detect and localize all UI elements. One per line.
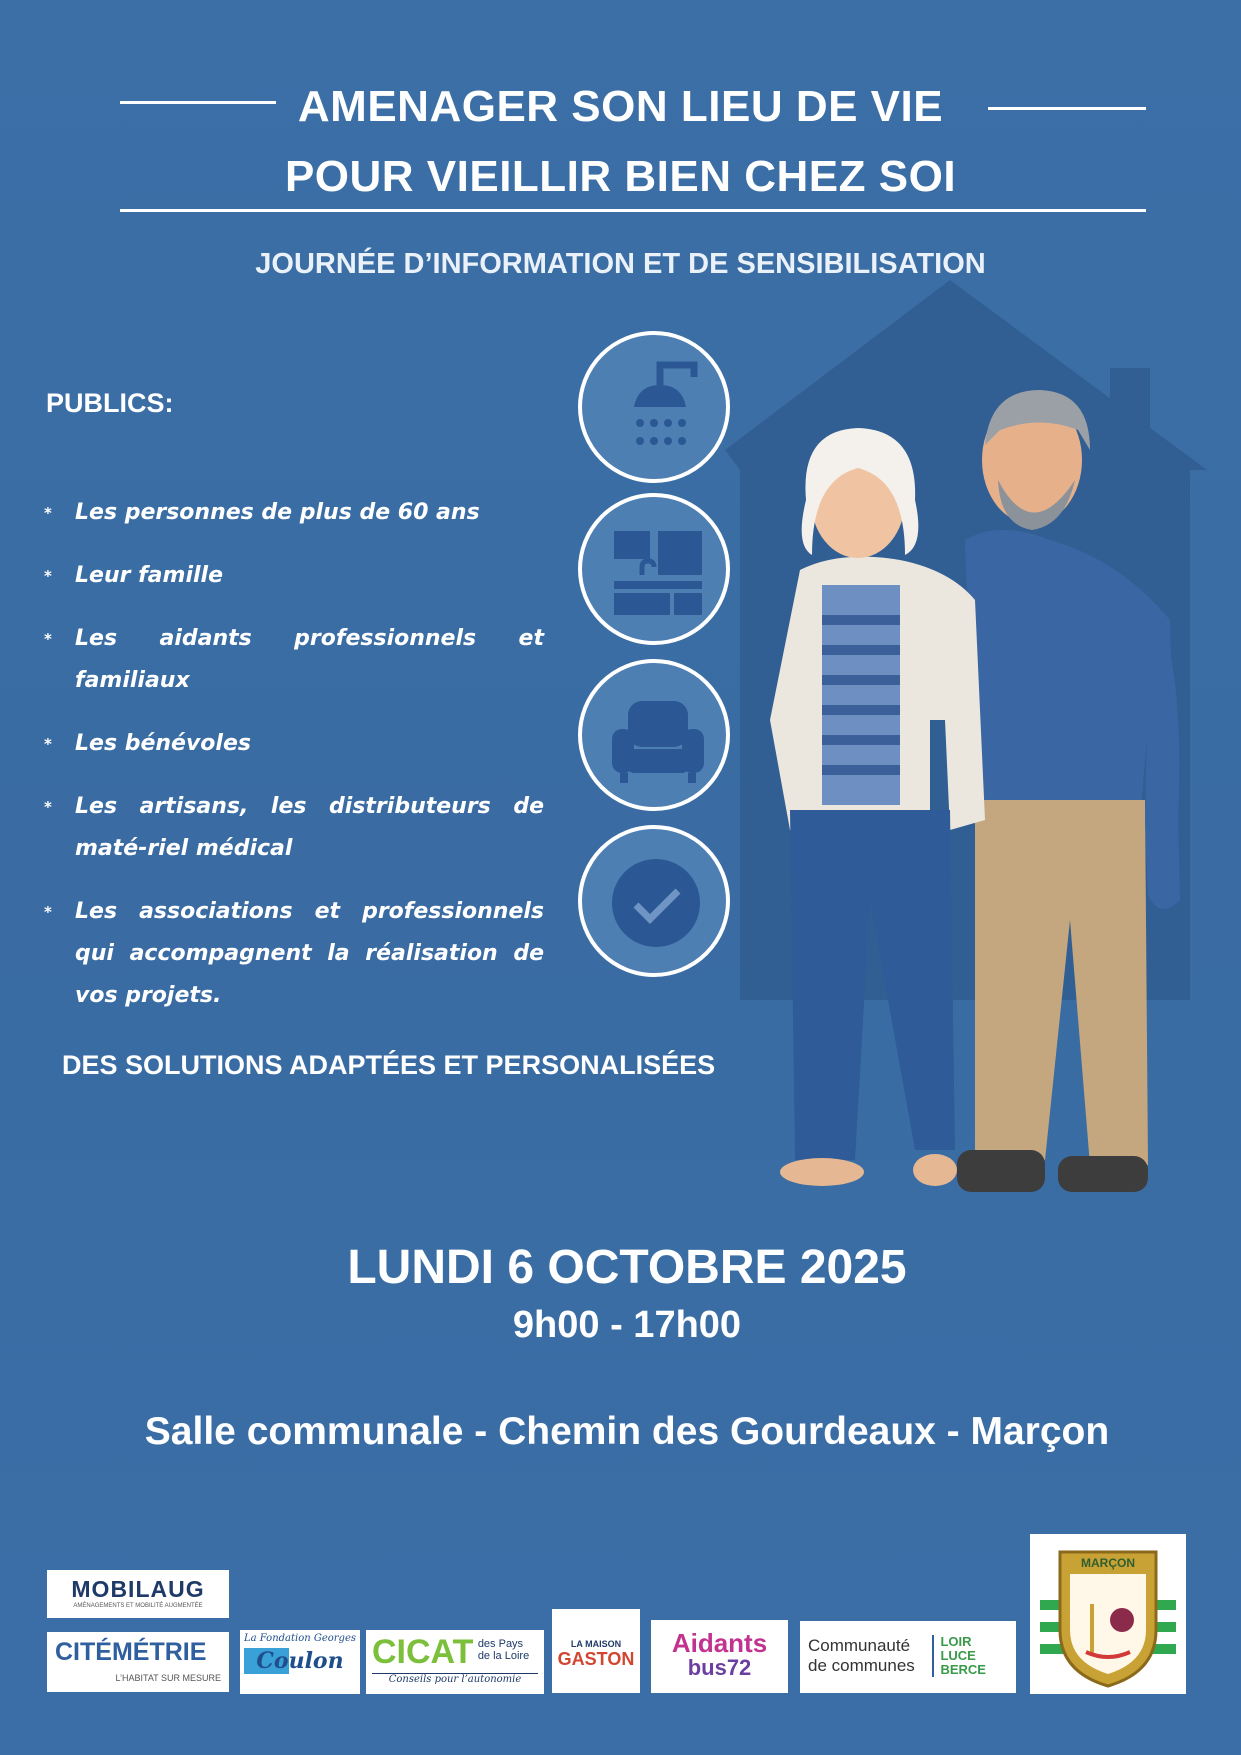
gaston-line2: GASTON	[557, 1649, 635, 1669]
cicat-tagline: Conseils pour l’autonomie	[372, 1673, 538, 1685]
kitchen-sink-icon	[582, 497, 734, 649]
list-item-text: Les artisans, les distributeurs de maté-riel médical	[75, 794, 544, 861]
bullet: *	[44, 504, 52, 522]
house-chimney	[1110, 368, 1150, 448]
man-shoe-left	[957, 1150, 1045, 1192]
woman-shirt-stripe	[822, 615, 900, 625]
aidants-line1: Aidants	[671, 1628, 768, 1658]
list-item	[44, 891, 544, 1017]
shower-icon-circle	[578, 331, 730, 483]
title-line-2: POUR VIEILLIR BIEN CHEZ SOI	[284, 152, 957, 201]
logo-mobilaug	[47, 1570, 229, 1618]
list-item	[44, 618, 544, 702]
cicat-name: CICAT	[372, 1633, 474, 1671]
armchair-icon	[582, 663, 734, 815]
citemetrie-name: CITÉMÉTRIE	[55, 1638, 207, 1666]
shower-icon	[582, 335, 734, 487]
publics-title: PUBLICS:	[46, 388, 174, 418]
kitchen-icon-circle	[578, 493, 730, 645]
checkmark-icon	[582, 829, 734, 981]
cc-mark: LOIR LUCE BERCE	[932, 1635, 1002, 1677]
woman-shirt-stripe	[822, 765, 900, 775]
cicat-side: des Pays de la Loire	[477, 1638, 530, 1662]
logo-cc-loir-luce-berce	[800, 1621, 1016, 1693]
logo-marcon-crest	[1030, 1534, 1186, 1694]
list-item-text: Les bénévoles	[75, 731, 251, 756]
title-line-1: AMENAGER SON LIEU DE VIE	[297, 82, 944, 131]
fondation-line1: La Fondation Georges	[244, 1633, 357, 1644]
bullet: *	[44, 798, 52, 816]
marcon-name: MARÇON	[1081, 1556, 1135, 1570]
check-icon-circle	[578, 825, 730, 977]
woman-shirt-stripe	[822, 735, 900, 745]
man-shoe-right	[1058, 1156, 1148, 1192]
event-place: Salle communale - Chemin des Gourdeaux - Marçon	[144, 1410, 1110, 1453]
subtitle: JOURNÉE D’INFORMATION ET DE SENSIBILISATION	[255, 248, 986, 280]
logo-citemetrie	[47, 1632, 229, 1692]
citemetrie-tagline: L’HABITAT SUR MESURE	[115, 1673, 221, 1683]
woman-shoe-right	[913, 1154, 957, 1186]
list-item-text: Les personnes de plus de 60 ans	[75, 500, 480, 525]
cc-line1: Communauté	[808, 1636, 911, 1655]
list-item-text: Leur famille	[75, 563, 223, 588]
event-date: LUNDI 6 OCTOBRE 2025	[347, 1241, 907, 1294]
publics-list	[44, 492, 544, 1038]
list-item	[44, 492, 544, 534]
bullet: *	[44, 630, 52, 648]
list-item	[44, 723, 544, 765]
list-item	[44, 786, 544, 870]
tagline: DES SOLUTIONS ADAPTÉES ET PERSONALISÉES	[62, 1050, 716, 1080]
event-hours: 9h00 - 17h00	[512, 1304, 742, 1346]
bullet: *	[44, 735, 52, 753]
gaston-line1: LA MAISON	[570, 1639, 622, 1649]
logo-aidants-bus	[651, 1620, 788, 1693]
list-item-text: Les associations et professionnels qui accompagnent la réalisation de vos projets.	[75, 899, 544, 1008]
mobilaug-tagline: AMÉNAGEMENTS ET MOBILITÉ AUGMENTÉE	[73, 1603, 203, 1609]
armchair-icon-circle	[578, 659, 730, 811]
fondation-line2: Coulon	[244, 1648, 356, 1674]
woman-shirt-stripe	[822, 675, 900, 685]
list-item	[44, 555, 544, 597]
woman-shoe-left	[780, 1158, 864, 1186]
cc-line2: de communes	[808, 1656, 915, 1675]
man-trousers	[975, 800, 1148, 1165]
title-underline	[120, 209, 1146, 212]
list-item-text: Les aidants professionnels et familiaux	[75, 626, 544, 693]
mobilaug-name: MOBILAUG	[71, 1576, 205, 1602]
logo-fondation-coulon	[240, 1630, 360, 1694]
aidants-line2: bus72	[687, 1655, 752, 1680]
logo-cicat	[366, 1630, 544, 1694]
bullet: *	[44, 567, 52, 585]
couple-illustration	[700, 270, 1220, 1200]
logo-maison-gaston	[552, 1609, 640, 1693]
cc-text	[808, 1636, 928, 1676]
bullet: *	[44, 903, 52, 921]
woman-shirt-stripe	[822, 645, 900, 655]
woman-shirt-stripe	[822, 705, 900, 715]
